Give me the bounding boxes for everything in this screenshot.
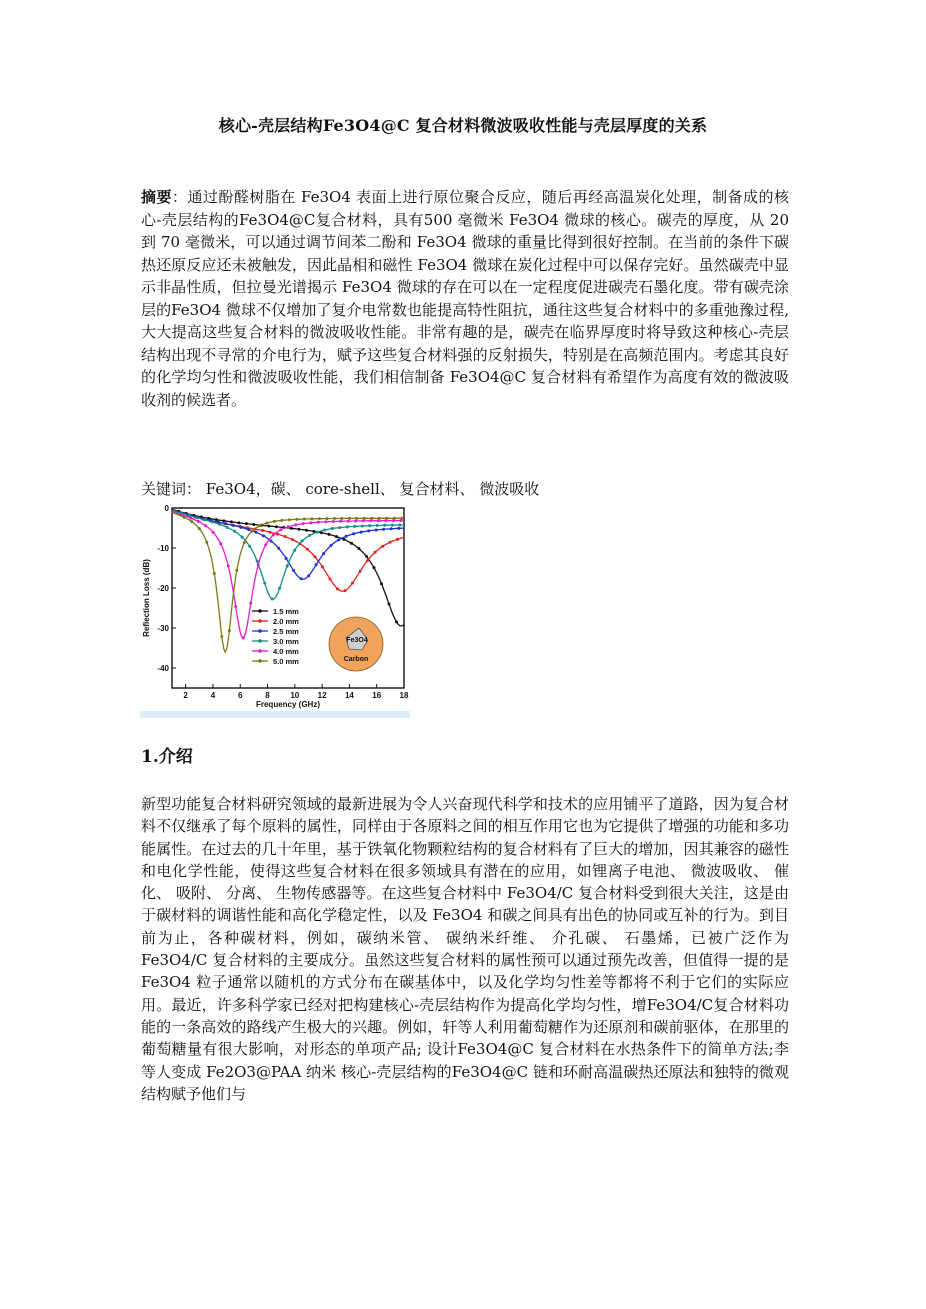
series-marker <box>363 517 366 520</box>
x-tick-label: 4 <box>210 691 216 700</box>
series-marker <box>248 545 251 548</box>
series-marker <box>295 518 298 521</box>
series-marker <box>368 524 371 527</box>
series-marker <box>197 520 200 523</box>
series-marker <box>335 535 338 538</box>
series-marker <box>397 527 400 530</box>
series-marker <box>353 525 356 528</box>
reflection-loss-chart <box>140 500 410 718</box>
series-marker <box>396 538 399 541</box>
series-marker <box>321 566 324 569</box>
series-marker <box>255 531 258 534</box>
page-title: 核心-壳层结构Fe3O4@C 复合材料微波吸收性能与壳层厚度的关系 <box>218 116 708 135</box>
series-marker <box>350 542 353 545</box>
series-marker <box>310 517 313 520</box>
series-marker <box>222 519 225 522</box>
series-marker <box>213 572 216 575</box>
x-tick-label: 18 <box>399 691 409 700</box>
series-marker <box>228 629 231 632</box>
intro-paragraph: 新型功能复合材料研究领域的最新进展为令人兴奋现代科学和技术的应用铺平了道路，因为复合材料不仅继承了每个原料的属性，同样由于各原料之间的相互作用它也为它提供了增强的功能和多功能属性。在过去的几十年里，基于铁氧化物颗粒结构的复合材料有了巨大的增加，因其兼容的磁性和电化学性能，使得这些复合材料在很多领域具有潜在的应用，如锂离子电池、 微波吸收、 催化、 吸附、 分离、 生物传感器等。在这些复合材料中 Fe3O4/C 复合材料受到很大关注，这是由于碳材料的调谐性能和高化学稳定性，以及 Fe3O4 和碳之间具有出色的协同或互补的行为。到目前为止，各种碳材料，例如，碳纳米管、 碳纳米纤维、 介孔碳、 石墨烯，已被广泛作为 Fe3O4/C 复合材料的主要成分。虽然这些复合材料的属性预可以通过预先改善，但值得一提的是 Fe3O4 粒子通常以随机的方式分布在碳基体中，以及化学均匀性差等都将不利于它们的实际应用。最近，许多科学家已经对把构建核心-壳层结构作为提高化学均匀性，增Fe3O4/C复合材料功能的一条高效的路线产生极大的兴趣。例如，轩等人利用葡萄糖作为还原剂和碳前驱体，在那里的葡萄糖量有很大影响，对形态的单项产品; 设计Fe3O4@C 复合材料在水热条件下的简单方法;李等人变成 Fe2O3@PAA 纳米 核心-壳层结构的Fe3O4@C 链和环耐高温碳热还原法和独特的微观结构赋予他们与 <box>141 795 789 1103</box>
series-marker <box>340 517 343 520</box>
series-marker <box>235 569 238 572</box>
series-marker <box>374 551 377 554</box>
series-marker <box>262 534 265 537</box>
series-marker <box>309 521 312 524</box>
series-marker <box>258 524 261 527</box>
series-marker <box>196 516 199 519</box>
series-marker <box>232 524 235 527</box>
series-line-3.0mm <box>172 510 404 599</box>
series-marker <box>325 517 328 520</box>
series-marker <box>348 517 351 520</box>
series-marker <box>359 570 362 573</box>
x-tick-label: 16 <box>372 691 382 700</box>
series-marker <box>256 560 259 563</box>
series-marker <box>249 602 252 605</box>
series-marker <box>268 531 271 534</box>
series-marker <box>355 517 358 520</box>
series-marker <box>247 528 250 531</box>
series-marker <box>279 528 282 531</box>
legend-label: 3.0 mm <box>273 637 299 646</box>
series-marker <box>275 525 278 528</box>
series-marker <box>263 582 266 585</box>
series-marker <box>242 636 245 639</box>
abstract-label: 摘要 <box>141 188 172 206</box>
series-marker <box>270 539 273 542</box>
series-marker <box>243 541 246 544</box>
series-marker <box>318 517 321 520</box>
series-marker <box>329 577 332 580</box>
series-marker <box>389 541 392 544</box>
series-marker <box>333 517 336 520</box>
series-marker <box>375 528 378 531</box>
series-marker <box>265 522 268 525</box>
series-marker <box>301 539 304 542</box>
series-marker <box>365 555 368 558</box>
series-marker <box>382 528 385 531</box>
x-tick-label: 14 <box>344 691 354 700</box>
x-tick-label: 10 <box>290 691 300 700</box>
series-marker <box>237 521 240 524</box>
series-marker <box>190 520 193 523</box>
series-marker <box>345 535 348 538</box>
series-marker <box>245 522 248 525</box>
abstract-text: ：通过酚醛树脂在 Fe3O4 表面上进行原位聚合反应，随后再经高温炭化处理，制备成的核心-壳层结构的Fe3O4@C复合材料，具有500 毫微米 Fe3O4 微球的核心。碳壳的厚度，从 20 到 70 毫微米，可以通过调节间苯二酚和 Fe3O4 微球的重量比得到很好控制。在当前的条件下碳热还原反应还未被触发，因此晶相和磁性 Fe3O4 微球在炭化过程中可以保存完好。虽然碳壳中显示非晶性质，但拉曼光谱揭示 Fe3O4 微球的存在可以在一定程度促进碳壳石墨化度。带有碳壳涂层的Fe3O4 微球不仅增加了复介电常数也能提高特性阻抗，通往这些复合材料中的多重弛豫过程,大大提高这些复合材料的微波吸收性能。非常有趣的是，碳壳在临界厚度时将导致这种核心-壳层结构出现不寻常的介电行为，赋予这些复合材料强的反射损失，特别是在高频范围内。考虑其良好的化学均匀性和微波吸收性能，我们相信制备 Fe3O4@C 复合材料有希望作为高度有效的微波吸收剂的候选者。 <box>141 188 789 409</box>
series-line-2.0mm <box>172 510 404 591</box>
series-marker <box>241 536 244 539</box>
series-marker <box>305 529 308 532</box>
series-marker <box>400 517 403 520</box>
series-marker <box>267 525 270 528</box>
series-marker <box>230 520 233 523</box>
series-marker <box>227 564 230 567</box>
series-marker <box>183 516 186 519</box>
x-tick-label: 12 <box>317 691 327 700</box>
section-heading-intro: 1.介绍 <box>141 747 193 767</box>
series-marker <box>219 542 222 545</box>
series-marker <box>324 520 327 523</box>
series-marker <box>283 535 286 538</box>
series-marker <box>250 530 253 533</box>
series-marker <box>211 520 214 523</box>
series-marker <box>280 519 283 522</box>
series-marker <box>387 603 390 606</box>
series-marker <box>338 526 341 529</box>
inset-core-label: Fe3O4 <box>346 637 368 644</box>
series-marker <box>344 589 347 592</box>
series-marker <box>322 552 325 555</box>
series-marker <box>336 587 339 590</box>
series-marker <box>398 523 401 526</box>
series-marker <box>205 541 208 544</box>
series-marker <box>261 529 264 532</box>
series-marker <box>257 563 260 566</box>
legend-label: 2.5 mm <box>273 627 299 636</box>
x-tick-label: 6 <box>238 691 243 700</box>
series-marker <box>212 531 215 534</box>
series-marker <box>226 526 229 529</box>
series-marker <box>307 574 310 577</box>
series-marker <box>287 525 290 528</box>
series-marker <box>297 528 300 531</box>
series-marker <box>380 582 383 585</box>
series-marker <box>306 548 309 551</box>
series-marker <box>372 566 375 569</box>
series-marker <box>378 517 381 520</box>
series-marker <box>330 544 333 547</box>
y-tick-label: -40 <box>157 664 169 673</box>
y-tick-label: -10 <box>157 544 169 553</box>
keywords: 关键词： Fe3O4，碳、 core-shell、 复合材料、 微波吸收 <box>141 480 540 498</box>
series-marker <box>302 522 305 525</box>
series-marker <box>357 547 360 550</box>
series-marker <box>360 531 363 534</box>
series-marker <box>351 581 354 584</box>
series-marker <box>381 545 384 548</box>
series-marker <box>294 523 297 526</box>
series-marker <box>291 538 294 541</box>
series-marker <box>391 524 394 527</box>
series-marker <box>264 543 267 546</box>
series-marker <box>240 526 243 529</box>
intro-body <box>141 793 789 1105</box>
series-marker <box>204 524 207 527</box>
legend-marker <box>258 649 262 653</box>
series-marker <box>332 520 335 523</box>
x-tick-label: 8 <box>265 691 270 700</box>
y-tick-label: -30 <box>157 624 169 633</box>
series-marker <box>285 557 288 560</box>
series-marker <box>339 520 342 523</box>
series-marker <box>317 521 320 524</box>
series-marker <box>354 519 357 522</box>
series-marker <box>293 549 296 552</box>
series-marker <box>198 527 201 530</box>
series-marker <box>314 555 317 558</box>
y-tick-label: -20 <box>157 584 169 593</box>
series-marker <box>225 522 228 525</box>
series-marker <box>395 620 398 623</box>
series-marker <box>292 569 295 572</box>
series-marker <box>277 547 280 550</box>
series-marker <box>352 532 355 535</box>
series-marker <box>337 538 340 541</box>
series-marker <box>286 565 289 568</box>
series-marker <box>376 524 379 527</box>
legend-marker <box>258 629 262 633</box>
series-marker <box>252 523 255 526</box>
series-marker <box>390 527 393 530</box>
series-marker <box>327 533 330 536</box>
series-marker <box>234 605 237 608</box>
series-marker <box>303 518 306 521</box>
series-marker <box>308 534 311 537</box>
series-marker <box>315 563 318 566</box>
series-marker <box>323 528 326 531</box>
series-marker <box>300 577 303 580</box>
x-axis-label: Frequency (GHz) <box>255 700 321 709</box>
series-marker <box>290 527 293 530</box>
series-marker <box>203 518 206 521</box>
legend-label: 1.5 mm <box>273 607 299 616</box>
series-marker <box>347 520 350 523</box>
legend-marker <box>258 639 262 643</box>
series-marker <box>370 517 373 520</box>
legend-label: 2.0 mm <box>273 617 299 626</box>
series-marker <box>366 559 369 562</box>
series-marker <box>215 518 218 521</box>
series-marker <box>233 530 236 533</box>
series-marker <box>346 525 349 528</box>
legend-marker <box>258 619 262 623</box>
legend-label: 5.0 mm <box>273 657 299 666</box>
series-marker <box>218 523 221 526</box>
series-marker <box>383 524 386 527</box>
reflection-loss-figure <box>140 500 410 718</box>
figure-bottom-strip <box>140 711 410 718</box>
series-marker <box>273 520 276 523</box>
series-marker <box>385 517 388 520</box>
series-marker <box>316 531 319 534</box>
series-marker <box>393 517 396 520</box>
series-marker <box>367 529 370 532</box>
series-marker <box>271 598 274 601</box>
series-marker <box>189 517 192 520</box>
inset-shell-label: Carbon <box>343 656 369 663</box>
abstract <box>141 186 789 411</box>
legend-marker <box>258 659 262 663</box>
y-tick-label: 0 <box>164 504 169 513</box>
series-marker <box>272 534 275 537</box>
series-marker <box>361 524 364 527</box>
x-tick-label: 2 <box>183 691 188 700</box>
series-marker <box>278 587 281 590</box>
series-marker <box>288 518 291 521</box>
legend-marker <box>258 609 262 613</box>
series-marker <box>331 527 334 530</box>
y-axis-label: Reflection Loss (dB) <box>142 559 151 637</box>
series-marker <box>220 635 223 638</box>
legend-label: 4.0 mm <box>273 647 299 656</box>
